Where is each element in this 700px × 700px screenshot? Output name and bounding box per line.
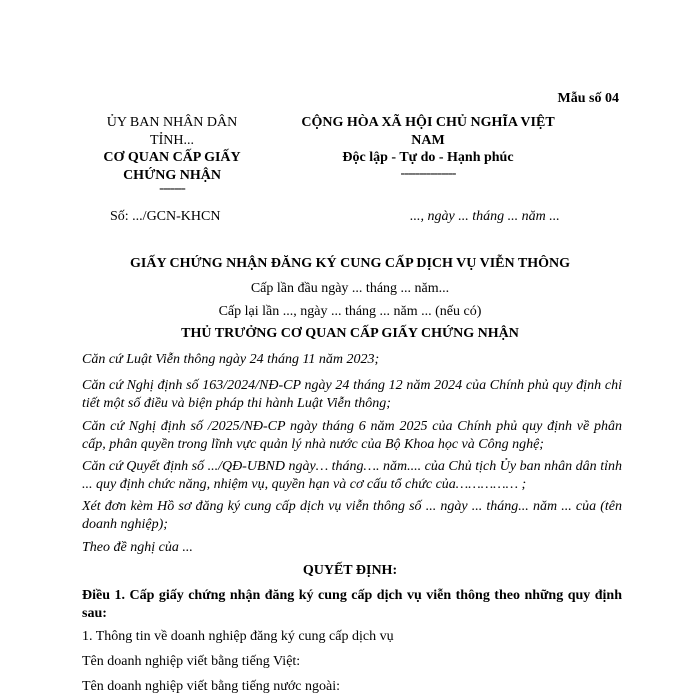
legal-basis-6: Theo đề nghị của ... — [82, 540, 193, 555]
document-number: Số: .../GCN-KHCN — [110, 209, 221, 224]
field-foreign-name: Tên doanh nghiệp viết bằng tiếng nước ngoài: — [82, 679, 340, 694]
header-right-separator: --------------- — [400, 165, 456, 181]
header-right-line3: Độc lập - Tự do - Hạnh phúc — [342, 150, 514, 165]
issuing-authority-header — [92, 114, 252, 196]
place-date: ..., ngày ... tháng ... năm ... — [410, 209, 560, 224]
issue-again-line: Cấp lại lần ..., ngày ... tháng ... năm ... (nếu có) — [218, 304, 482, 319]
item-1: 1. Thông tin về doanh nghiệp đăng ký cung cấp dịch vụ — [82, 629, 394, 644]
legal-basis-4: Căn cứ Quyết định số .../QĐ-UBND ngày… tháng…. năm.... của Chủ tịch Ủy ban nhân dân tỉnh ... quy định chức năng, nhiệm vụ, quyền hạn và cơ cấu tổ chức của…………… ; — [82, 459, 622, 492]
header-left-separator: ------- — [159, 181, 185, 196]
legal-basis-1: Căn cứ Luật Viễn thông ngày 24 tháng 11 năm 2023; — [82, 352, 380, 367]
document-title: GIẤY CHỨNG NHẬN ĐĂNG KÝ CUNG CẤP DỊCH VỤ VIỄN THÔNG — [130, 256, 570, 271]
header-right-line1: CỘNG HÒA XÃ HỘI CHỦ NGHĨA VIỆT — [301, 115, 555, 130]
issue-first-line: Cấp lần đầu ngày ... tháng ... năm... — [250, 281, 450, 296]
legal-basis-5: Xét đơn kèm Hồ sơ đăng ký cung cấp dịch vụ viễn thông số ... ngày ... tháng... năm ... của (tên doanh nghiệp); — [82, 499, 622, 532]
national-motto-header — [283, 114, 573, 181]
article-1: Điều 1. Cấp giấy chứng nhận đăng ký cung cấp dịch vụ viễn thông theo những quy định sau: — [82, 588, 622, 621]
header-left-line2: TỈNH... — [150, 132, 194, 148]
authority-heading: THỦ TRƯỞNG CƠ QUAN CẤP GIẤY CHỨNG NHẬN — [181, 326, 519, 341]
form-number: Mẫu số 04 — [557, 91, 619, 106]
legal-basis-3: Căn cứ Nghị định số /2025/NĐ-CP ngày tháng 6 năm 2025 của Chính phủ quy định về phân cấp, phân quyền trong lĩnh vực quản lý nhà nước của Bộ Khoa học và Công nghệ; — [82, 419, 622, 452]
decision-heading: QUYẾT ĐỊNH: — [302, 563, 398, 578]
header-left-line3: CƠ QUAN CẤP GIẤY — [103, 150, 241, 165]
header-left-line4: CHỨNG NHẬN — [123, 167, 221, 183]
field-vietnamese-name: Tên doanh nghiệp viết bằng tiếng Việt: — [82, 654, 301, 669]
header-right-line2: NAM — [411, 132, 445, 148]
legal-basis-2: Căn cứ Nghị định số 163/2024/NĐ-CP ngày 24 tháng 12 năm 2024 của Chính phủ quy định chi tiết một số điều và biện pháp thi hành Luật Viễn thông; — [82, 378, 622, 411]
header-left-line1: ỦY BAN NHÂN DÂN — [106, 115, 238, 130]
